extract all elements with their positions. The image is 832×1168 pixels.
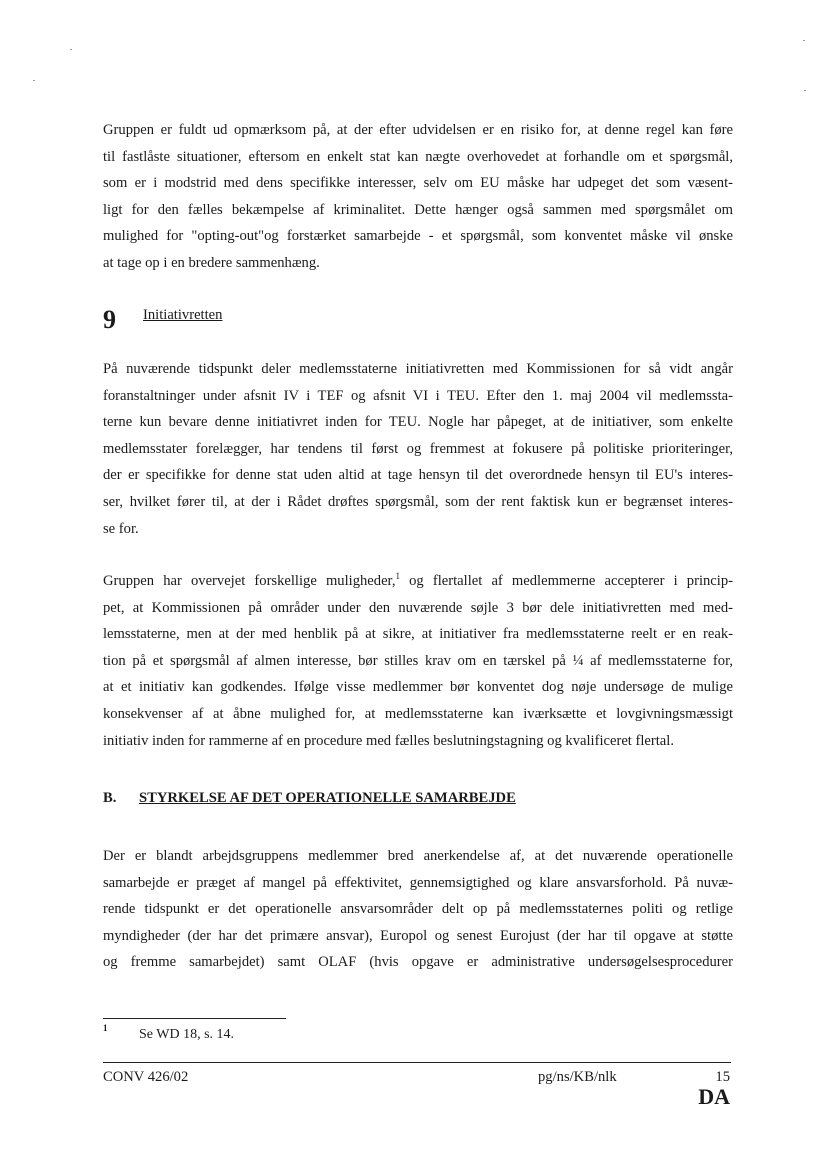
document-reference: CONV 426/02 (103, 1069, 189, 1085)
scan-speck (803, 40, 805, 41)
footer-separator (103, 1062, 731, 1063)
paragraph-1 (103, 117, 733, 277)
language-code: DA (698, 1084, 730, 1109)
text-line: mulighed for "opting-out"og forstærket samarbejde - et spørgsmål, som konventet måske vil ønske (103, 228, 733, 245)
paragraph-2 (103, 356, 733, 542)
text-line: På nuværende tidspunkt deler medlemsstaterne initiativretten med Kommissionen for så vidt angår (103, 361, 733, 377)
scan-speck (70, 49, 72, 50)
text-line: der er specifikke for denne stat uden altid at tage hensyn til det overordnede hensyn til EU's interes- (103, 467, 733, 484)
text-line: pet, at Kommissionen på områder under den nuværende søjle 3 bør dele initiativretten med med- (103, 599, 733, 616)
text-segment: Gruppen har overvejet forskellige muligheder, (103, 573, 396, 589)
text-line: tion på et spørgsmål af almen interesse, bør stilles krav om en tærskel på ¼ af medlemsstaterne for, (103, 652, 733, 669)
section-title: STYRKELSE AF DET OPERATIONELLE SAMARBEJDE (139, 790, 516, 806)
section-number: B. (103, 790, 117, 806)
scan-speck (33, 80, 35, 81)
text-line: terne kun bevare denne initiativret inden for TEU. Nogle har påpeget, at de initiativer, som enkelte (103, 414, 733, 431)
paragraph-4 (103, 843, 733, 976)
text-line: rende tidspunkt er det operationelle ansvarsområder delt op på medlemsstaternes politi og retlige (103, 901, 733, 918)
page-number: 15 (715, 1069, 730, 1085)
text-line: foranstaltninger under afsnit IV i TEF og afsnit VI i TEU. Efter den 1. maj 2004 vil medlemssta- (103, 387, 733, 404)
scan-speck (804, 90, 806, 91)
text-line: lemsstaterne, men at der med henblik på at sikre, at initiativer fra medlemsstaterne reelt er en reak- (103, 626, 733, 643)
text-line: medlemsstater forelægger, har tendens til først og fremmest at fokusere på politiske prioriteringer, (103, 440, 733, 457)
footnote-separator (103, 1018, 286, 1019)
text-line: og fremme samarbejdet) samt OLAF (hvis opgave er administrative undersøgelsesprocedurer (103, 954, 733, 971)
text-line (103, 568, 733, 595)
section-title: Initiativretten (143, 307, 223, 323)
text-line: Der er blandt arbejdsgruppens medlemmer bred anerkendelse af, at det nuværende operationelle (103, 848, 733, 864)
text-line: konsekvenser af at åbne mulighed for, at medlemsstaterne kan iværksætte et lovgivningsmæssigt (103, 705, 733, 722)
text-line: se for. (103, 520, 139, 537)
text-line: at et initiativ kan godkendes. Ifølge visse medlemmer bør konventet dog nøje undersøge de mulige (103, 679, 733, 696)
text-line: Gruppen er fuldt ud opmærksom på, at der efter udvidelsen er en risiko for, at denne regel kan føre (103, 122, 733, 138)
text-line: myndigheder (der har det primære ansvar), Europol og senest Eurojust (der har til opgave at støtte (103, 927, 733, 944)
footnote-text: Se WD 18, s. 14. (139, 1027, 235, 1042)
text-line: initiativ inden for rammerne af en procedure med fælles beslutningstagning og kvalificeret flertal. (103, 732, 674, 749)
footnote-mark: 1 (103, 1023, 108, 1033)
text-line: ligt for den fælles bekæmpelse af kriminalitet. Dette hænger også sammen med spørgsmålet om (103, 201, 733, 218)
text-line: som er i modstrid med dens specifikke interesser, selv om EU måske har udpeget det som væsent- (103, 175, 733, 192)
paragraph-3 (103, 568, 733, 754)
text-segment: og flertallet af medlemmerne accepterer i princip- (400, 573, 733, 589)
text-line: samarbejde er præget af mangel på effektivitet, gennemsigtighed og klare ansvarsforhold. På nuvæ- (103, 874, 733, 891)
text-line: til fastlåste situationer, eftersom en enkelt stat kan nægte overhovedet at forhandle om et spørgsmål, (103, 148, 733, 165)
section-number: 9 (103, 305, 116, 334)
text-line: ser, hvilket fører til, at der i Rådet drøftes spørgsmål, som der rent faktisk kun er begrænset interes- (103, 493, 733, 510)
footnote-reference: 1 (395, 571, 400, 581)
text-line: at tage op i en bredere sammenhæng. (103, 254, 320, 271)
author-initials: pg/ns/KB/nlk (538, 1069, 617, 1085)
